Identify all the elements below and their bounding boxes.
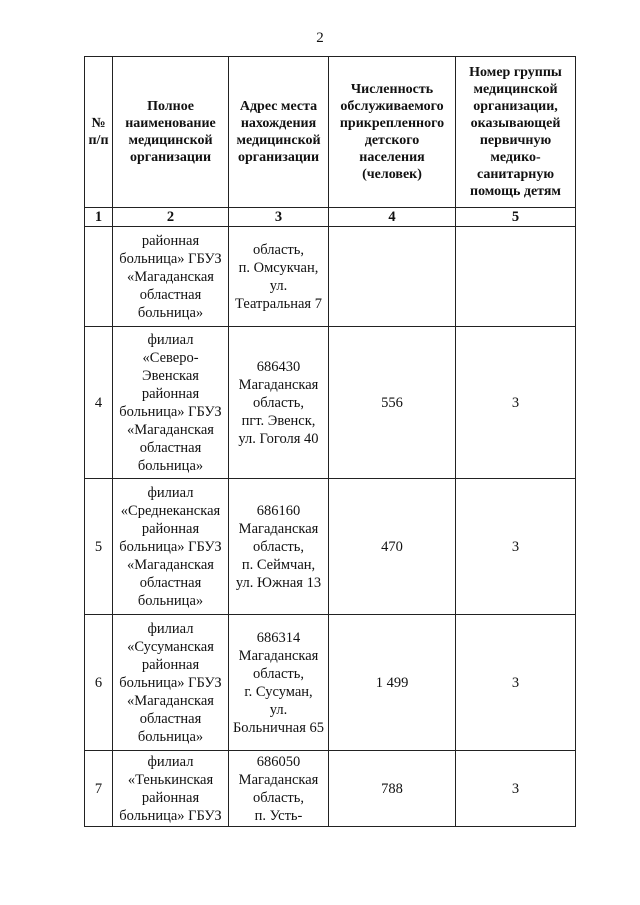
- table-row: [85, 615, 576, 751]
- row-number-cell: 4: [85, 327, 113, 479]
- column-number: 5: [456, 208, 576, 227]
- address-cell: 686430 Магаданская область, пгт. Эвенск, ул. Гоголя 40: [229, 327, 329, 479]
- population-cell: [329, 227, 456, 327]
- address-cell: 686050 Магаданская область, п. Усть-: [229, 751, 329, 827]
- address-cell: область, п. Омсукчан, ул. Театральная 7: [229, 227, 329, 327]
- page-number: 2: [316, 30, 324, 46]
- header-number: № п/п: [85, 57, 113, 208]
- table-row: [85, 751, 576, 827]
- organization-name-cell: филиал «Тенькинская районная больница» ГБУЗ: [113, 751, 229, 827]
- header-address: Адрес места нахождения медицинской организации: [229, 57, 329, 208]
- group-cell: 3: [456, 751, 576, 827]
- population-cell: 1 499: [329, 615, 456, 751]
- population-cell: 788: [329, 751, 456, 827]
- population-cell: 470: [329, 479, 456, 615]
- column-number: 1: [85, 208, 113, 227]
- table-row: [85, 327, 576, 479]
- header-child-population: Численность обслуживаемого прикрепленного детского населения (человек): [329, 57, 456, 208]
- row-number-cell: [85, 227, 113, 327]
- row-number-cell: 7: [85, 751, 113, 827]
- address-cell: 686314 Магаданская область, г. Сусуман, ул. Больничная 65: [229, 615, 329, 751]
- column-number: 3: [229, 208, 329, 227]
- group-cell: 3: [456, 615, 576, 751]
- header-group-number: Номер группы медицинской организации, оказывающей первичную медико- санитарную помощь детям: [456, 57, 576, 208]
- organization-name-cell: филиал «Среднеканская районная больница» ГБУЗ «Магаданская областная больница»: [113, 479, 229, 615]
- row-number-cell: 6: [85, 615, 113, 751]
- address-cell: 686160 Магаданская область, п. Сеймчан, ул. Южная 13: [229, 479, 329, 615]
- population-cell: 556: [329, 327, 456, 479]
- table-row: [85, 479, 576, 615]
- group-cell: 3: [456, 479, 576, 615]
- group-cell: 3: [456, 327, 576, 479]
- header-organization-name: Полное наименование медицинской организации: [113, 57, 229, 208]
- group-cell: [456, 227, 576, 327]
- medical-organizations-table: [84, 56, 576, 827]
- table-header-row: [85, 57, 576, 208]
- column-number: 2: [113, 208, 229, 227]
- organization-name-cell: филиал «Сусуманская районная больница» ГБУЗ «Магаданская областная больница»: [113, 615, 229, 751]
- column-number: 4: [329, 208, 456, 227]
- row-number-cell: 5: [85, 479, 113, 615]
- column-number-row: [85, 208, 576, 227]
- table-row: [85, 227, 576, 327]
- organization-name-cell: районная больница» ГБУЗ «Магаданская областная больница»: [113, 227, 229, 327]
- organization-name-cell: филиал «Северо- Эвенская районная больница» ГБУЗ «Магаданская областная больница»: [113, 327, 229, 479]
